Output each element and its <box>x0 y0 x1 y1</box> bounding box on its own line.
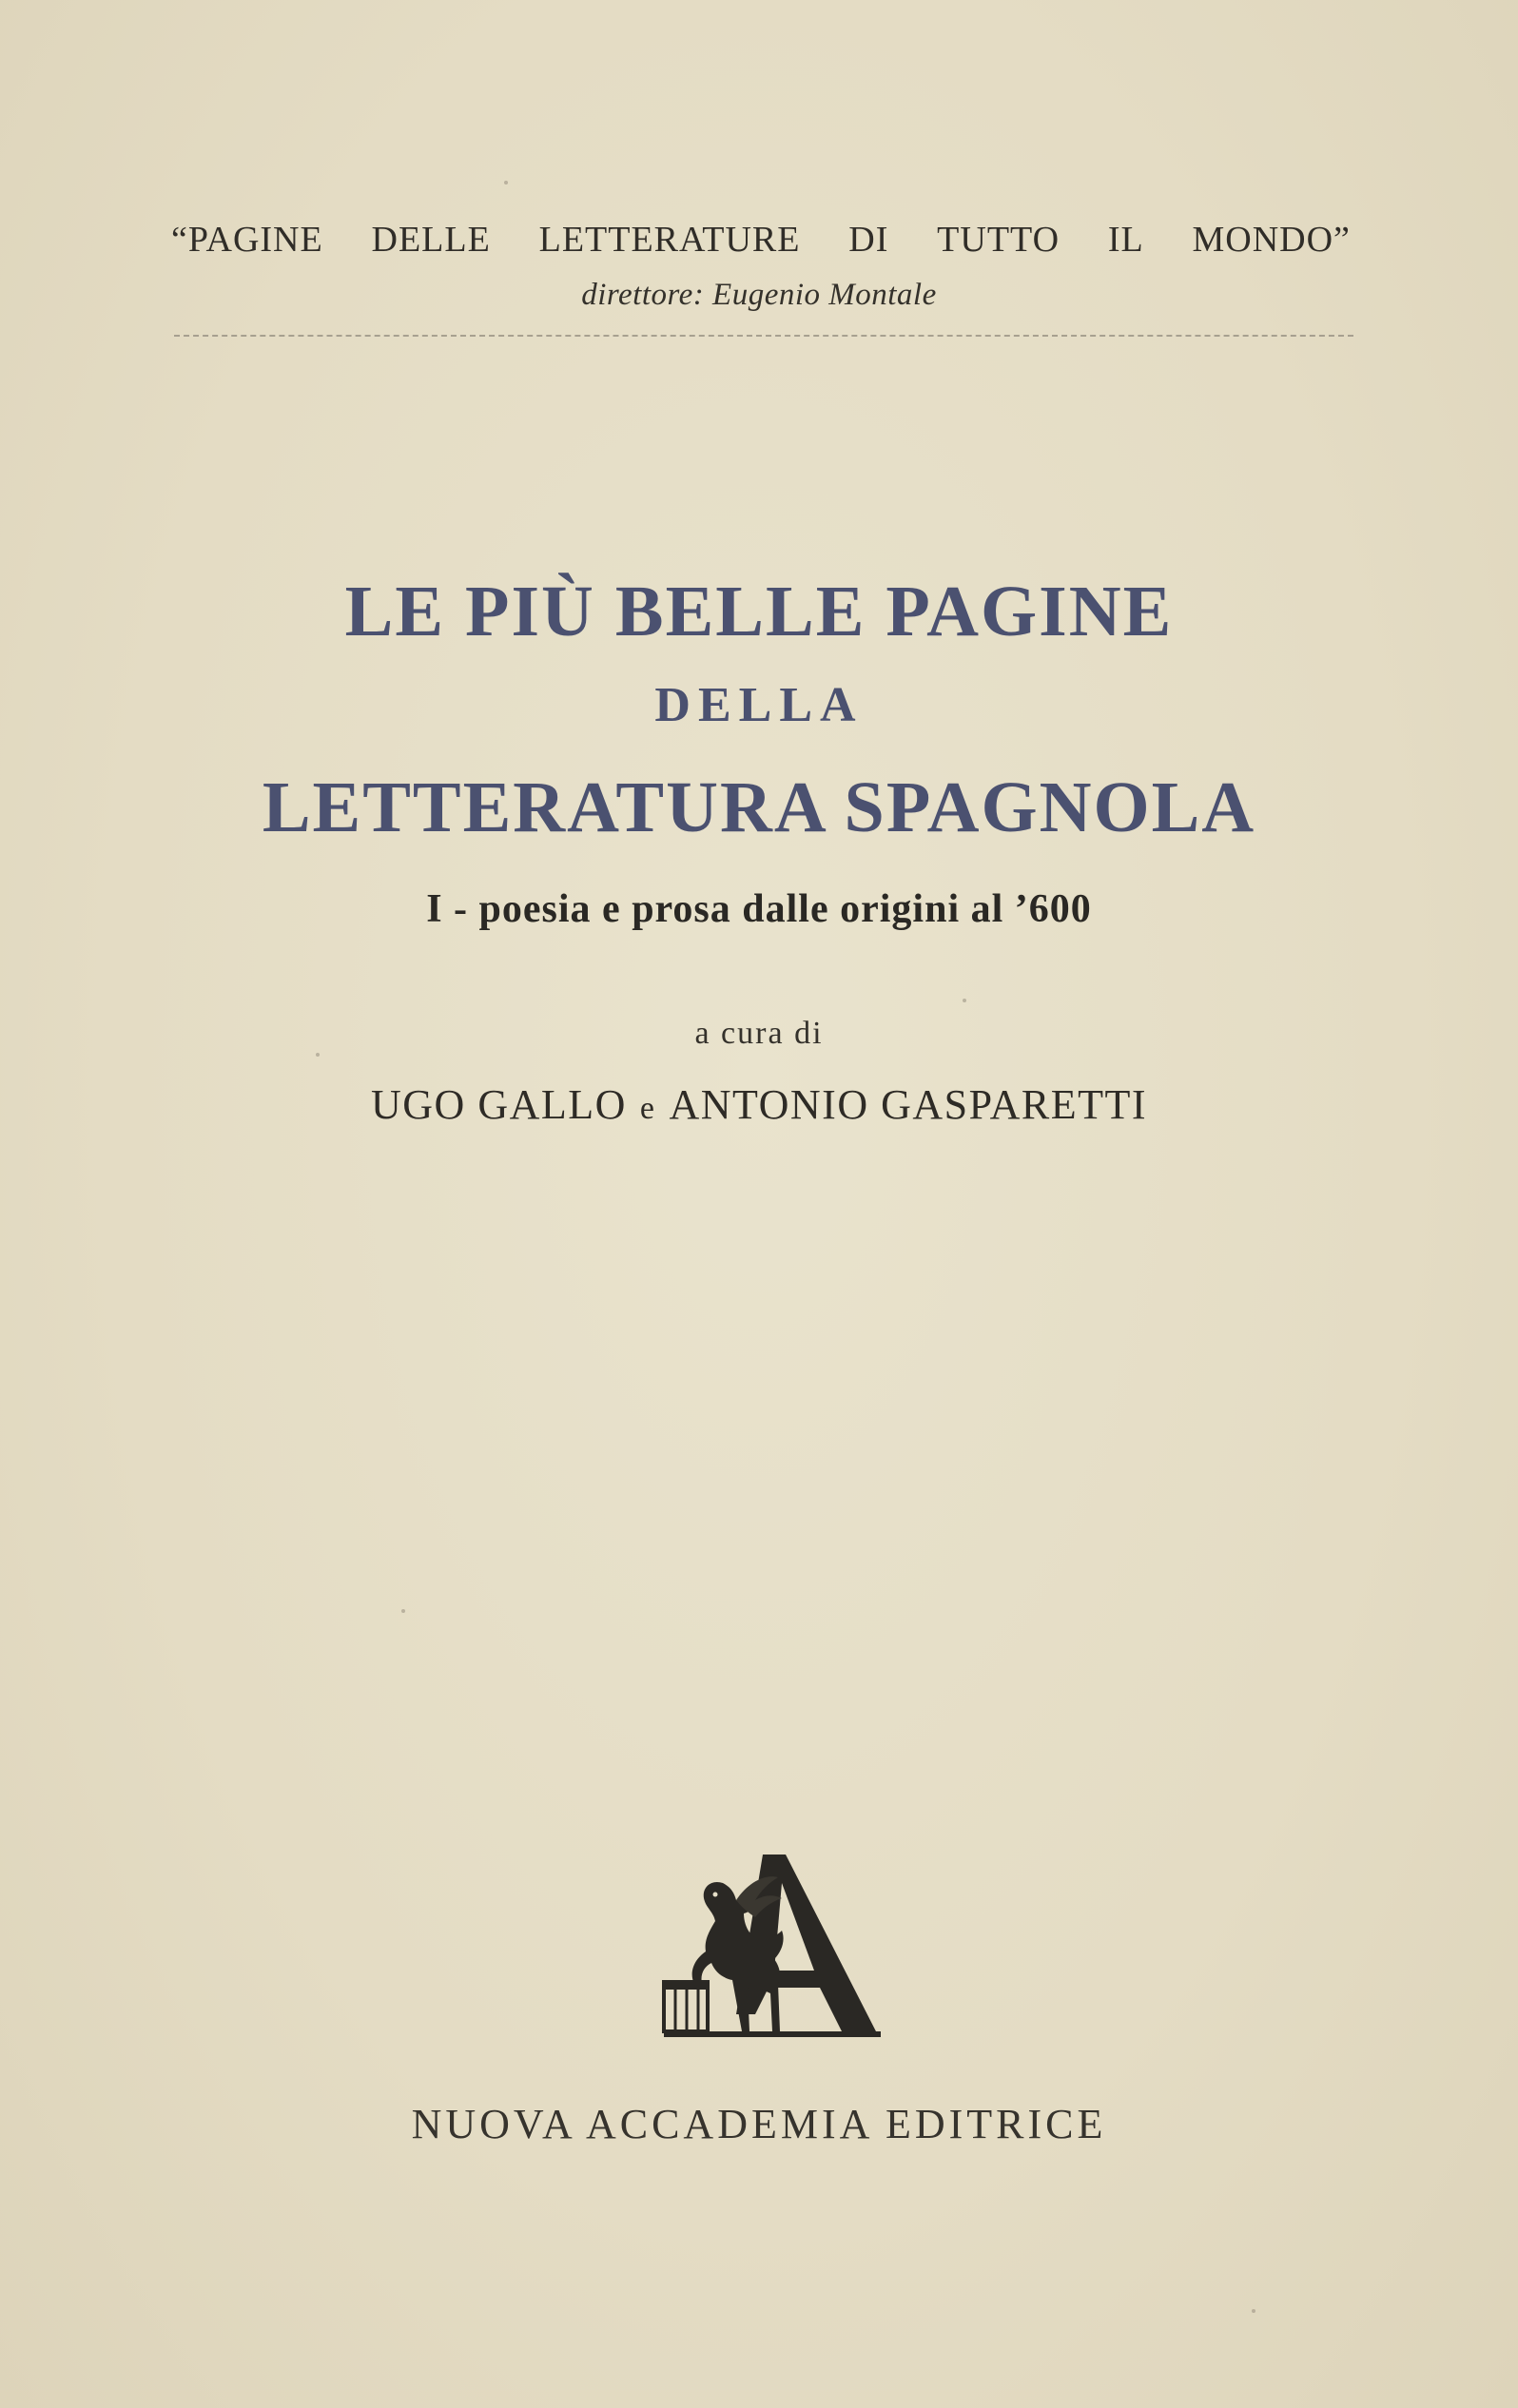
paper-speck <box>316 1053 320 1057</box>
director-name: Eugenio Montale <box>712 278 937 312</box>
publisher-logo-icon <box>656 1845 885 2045</box>
editor-name: UGO GALLO <box>371 1081 627 1128</box>
book-title-line-1: LE PIÙ BELLE PAGINE <box>344 572 1174 651</box>
series-word: IL <box>1107 220 1144 260</box>
series-title <box>171 219 1351 261</box>
volume-subtitle: I - poesia e prosa dalle origini al ’600 <box>426 887 1092 931</box>
editor-name: ANTONIO GASPARETTI <box>669 1081 1147 1128</box>
director-label: direttore: <box>581 278 705 312</box>
series-word: TUTTO <box>937 220 1061 260</box>
paper-speck <box>504 181 508 184</box>
series-word: DELLE <box>371 220 491 260</box>
header-divider <box>174 335 1353 337</box>
book-title-line-3: LETTERATURA SPAGNOLA <box>262 767 1256 847</box>
series-word: DI <box>848 220 889 260</box>
series-director <box>0 278 1518 313</box>
paper-speck <box>1252 2309 1255 2313</box>
series-word: MONDO” <box>1192 220 1351 260</box>
series-word: “PAGINE <box>171 220 323 260</box>
editors <box>0 1080 1518 1129</box>
paper-speck <box>401 1609 405 1613</box>
series-word: LETTERATURE <box>538 220 801 260</box>
publisher-name: NUOVA ACCADEMIA EDITRICE <box>411 2101 1107 2147</box>
curated-by-label: a cura di <box>694 1016 824 1051</box>
paper-speck <box>963 999 966 1002</box>
editor-conjunction: e <box>639 1091 656 1126</box>
book-title-line-2: DELLA <box>654 678 864 732</box>
